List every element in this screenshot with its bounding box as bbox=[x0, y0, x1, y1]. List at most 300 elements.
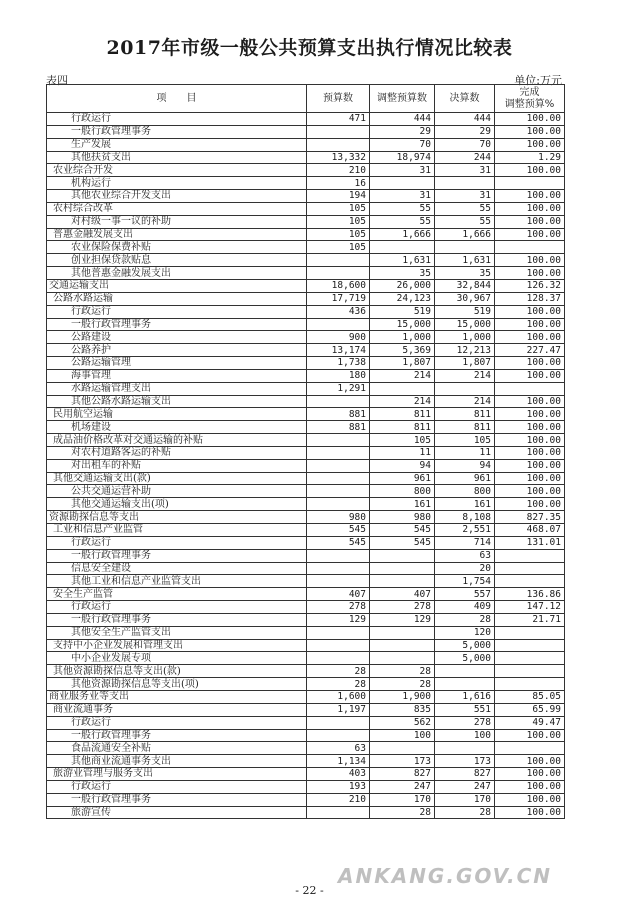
row-budget bbox=[307, 652, 370, 665]
row-final: 170 bbox=[435, 793, 495, 806]
row-item-name: 农业保险保费补贴 bbox=[47, 241, 307, 254]
table-row bbox=[47, 202, 565, 215]
row-adjusted: 129 bbox=[370, 613, 435, 626]
table-row bbox=[47, 549, 565, 562]
row-budget: 1,600 bbox=[307, 690, 370, 703]
row-item-name: 公路水路运输 bbox=[47, 292, 307, 305]
row-adjusted bbox=[370, 177, 435, 190]
row-final bbox=[435, 177, 495, 190]
table-row bbox=[47, 806, 565, 819]
row-item-name: 行政运行 bbox=[47, 716, 307, 729]
row-final: 173 bbox=[435, 755, 495, 768]
row-completion bbox=[495, 549, 565, 562]
row-budget bbox=[307, 254, 370, 267]
header-item: 项 目 bbox=[47, 85, 307, 113]
row-item-name: 机场建设 bbox=[47, 421, 307, 434]
row-adjusted bbox=[370, 241, 435, 254]
row-completion: 1.29 bbox=[495, 151, 565, 164]
row-completion: 100.00 bbox=[495, 190, 565, 203]
row-completion: 100.00 bbox=[495, 446, 565, 459]
table-row bbox=[47, 678, 565, 691]
row-completion bbox=[495, 639, 565, 652]
row-final: 11 bbox=[435, 446, 495, 459]
row-adjusted: 519 bbox=[370, 305, 435, 318]
row-adjusted bbox=[370, 549, 435, 562]
row-budget bbox=[307, 575, 370, 588]
row-adjusted: 1,900 bbox=[370, 690, 435, 703]
row-item-name: 信息安全建设 bbox=[47, 562, 307, 575]
row-item-name: 行政运行 bbox=[47, 536, 307, 549]
page-number: - 22 - bbox=[295, 884, 324, 897]
table-row bbox=[47, 690, 565, 703]
row-budget: 28 bbox=[307, 678, 370, 691]
row-completion bbox=[495, 575, 565, 588]
row-completion: 100.00 bbox=[495, 434, 565, 447]
table-row bbox=[47, 357, 565, 370]
row-budget: 194 bbox=[307, 190, 370, 203]
row-item-name: 其他交通运输支出(项) bbox=[47, 498, 307, 511]
row-final: 70 bbox=[435, 138, 495, 151]
row-completion: 136.86 bbox=[495, 588, 565, 601]
row-item-name: 其他资源勘探信息等支出(款) bbox=[47, 665, 307, 678]
row-adjusted: 170 bbox=[370, 793, 435, 806]
row-final: 8,108 bbox=[435, 511, 495, 524]
table-row bbox=[47, 768, 565, 781]
row-item-name: 行政运行 bbox=[47, 305, 307, 318]
row-final: 55 bbox=[435, 215, 495, 228]
row-item-name: 普惠金融发展支出 bbox=[47, 228, 307, 241]
row-budget: 881 bbox=[307, 421, 370, 434]
row-final: 1,616 bbox=[435, 690, 495, 703]
row-budget bbox=[307, 125, 370, 138]
row-completion: 100.00 bbox=[495, 357, 565, 370]
row-item-name: 其他安全生产监管支出 bbox=[47, 626, 307, 639]
table-row bbox=[47, 434, 565, 447]
row-adjusted: 407 bbox=[370, 588, 435, 601]
row-final: 31 bbox=[435, 190, 495, 203]
row-final bbox=[435, 678, 495, 691]
row-completion: 100.00 bbox=[495, 395, 565, 408]
row-budget: 28 bbox=[307, 665, 370, 678]
row-item-name: 水路运输管理支出 bbox=[47, 382, 307, 395]
row-adjusted bbox=[370, 575, 435, 588]
row-final: 1,631 bbox=[435, 254, 495, 267]
row-budget bbox=[307, 626, 370, 639]
row-item-name: 一般行政管理事务 bbox=[47, 793, 307, 806]
row-final bbox=[435, 742, 495, 755]
table-row bbox=[47, 241, 565, 254]
table-row bbox=[47, 472, 565, 485]
row-item-name: 公路运输管理 bbox=[47, 357, 307, 370]
row-adjusted: 173 bbox=[370, 755, 435, 768]
row-item-name: 一般行政管理事务 bbox=[47, 318, 307, 331]
row-adjusted: 15,000 bbox=[370, 318, 435, 331]
table-row bbox=[47, 536, 565, 549]
row-budget bbox=[307, 267, 370, 280]
row-completion: 126.32 bbox=[495, 279, 565, 292]
table-row bbox=[47, 755, 565, 768]
row-completion bbox=[495, 241, 565, 254]
row-adjusted: 70 bbox=[370, 138, 435, 151]
row-budget: 210 bbox=[307, 164, 370, 177]
row-item-name: 中小企业发展专项 bbox=[47, 652, 307, 665]
row-final: 29 bbox=[435, 125, 495, 138]
row-item-name: 一般行政管理事务 bbox=[47, 729, 307, 742]
row-item-name: 成品油价格改革对交通运输的补贴 bbox=[47, 434, 307, 447]
table-row bbox=[47, 125, 565, 138]
row-budget: 13,332 bbox=[307, 151, 370, 164]
watermark: ANKANG.GOV.CN bbox=[338, 864, 553, 888]
table-row bbox=[47, 215, 565, 228]
row-item-name: 旅游业管理与服务支出 bbox=[47, 768, 307, 781]
row-final: 5,000 bbox=[435, 639, 495, 652]
row-completion: 147.12 bbox=[495, 601, 565, 614]
row-completion: 100.00 bbox=[495, 421, 565, 434]
row-item-name: 生产发展 bbox=[47, 138, 307, 151]
row-budget: 129 bbox=[307, 613, 370, 626]
row-budget bbox=[307, 395, 370, 408]
row-adjusted: 444 bbox=[370, 113, 435, 126]
row-item-name: 支持中小企业发展和管理支出 bbox=[47, 639, 307, 652]
row-adjusted: 31 bbox=[370, 164, 435, 177]
table-row bbox=[47, 267, 565, 280]
table-row bbox=[47, 164, 565, 177]
table-row bbox=[47, 459, 565, 472]
row-adjusted: 278 bbox=[370, 601, 435, 614]
row-final: 32,844 bbox=[435, 279, 495, 292]
row-budget bbox=[307, 498, 370, 511]
table-row bbox=[47, 575, 565, 588]
table-row bbox=[47, 138, 565, 151]
header-budget: 预算数 bbox=[307, 85, 370, 113]
row-budget bbox=[307, 434, 370, 447]
row-adjusted: 28 bbox=[370, 806, 435, 819]
row-final: 94 bbox=[435, 459, 495, 472]
row-completion: 100.00 bbox=[495, 780, 565, 793]
table-row bbox=[47, 524, 565, 537]
table-row bbox=[47, 780, 565, 793]
table-row bbox=[47, 703, 565, 716]
row-item-name: 对农村道路客运的补贴 bbox=[47, 446, 307, 459]
row-completion: 100.00 bbox=[495, 228, 565, 241]
row-final: 811 bbox=[435, 421, 495, 434]
row-budget: 881 bbox=[307, 408, 370, 421]
table-row bbox=[47, 562, 565, 575]
row-budget: 545 bbox=[307, 536, 370, 549]
table-row bbox=[47, 511, 565, 524]
row-adjusted: 1,666 bbox=[370, 228, 435, 241]
table-row bbox=[47, 498, 565, 511]
row-item-name: 安全生产监管 bbox=[47, 588, 307, 601]
row-adjusted: 55 bbox=[370, 202, 435, 215]
row-item-name: 其他工业和信息产业监管支出 bbox=[47, 575, 307, 588]
row-final: 244 bbox=[435, 151, 495, 164]
row-final: 120 bbox=[435, 626, 495, 639]
row-budget: 278 bbox=[307, 601, 370, 614]
row-item-name: 一般行政管理事务 bbox=[47, 125, 307, 138]
table-row bbox=[47, 113, 565, 126]
row-budget: 105 bbox=[307, 215, 370, 228]
table-row bbox=[47, 305, 565, 318]
row-item-name: 农村综合改革 bbox=[47, 202, 307, 215]
row-final: 30,967 bbox=[435, 292, 495, 305]
table-row bbox=[47, 331, 565, 344]
row-adjusted: 161 bbox=[370, 498, 435, 511]
row-completion: 100.00 bbox=[495, 318, 565, 331]
row-final: 161 bbox=[435, 498, 495, 511]
row-item-name: 对出租车的补贴 bbox=[47, 459, 307, 472]
row-completion: 100.00 bbox=[495, 369, 565, 382]
row-item-name: 其他商业流通事务支出 bbox=[47, 755, 307, 768]
row-budget: 210 bbox=[307, 793, 370, 806]
row-adjusted: 55 bbox=[370, 215, 435, 228]
budget-table bbox=[46, 84, 565, 819]
row-budget bbox=[307, 639, 370, 652]
page-title: 2017年市级一般公共预算支出执行情况比较表 bbox=[106, 37, 513, 59]
row-completion bbox=[495, 626, 565, 639]
row-budget bbox=[307, 446, 370, 459]
row-completion: 468.07 bbox=[495, 524, 565, 537]
row-budget: 900 bbox=[307, 331, 370, 344]
row-final: 1,000 bbox=[435, 331, 495, 344]
unit-label: 单位:万元 bbox=[514, 74, 562, 87]
row-budget bbox=[307, 485, 370, 498]
row-item-name: 一般行政管理事务 bbox=[47, 549, 307, 562]
row-budget: 105 bbox=[307, 241, 370, 254]
row-adjusted: 5,369 bbox=[370, 344, 435, 357]
row-final: 63 bbox=[435, 549, 495, 562]
table-row bbox=[47, 742, 565, 755]
row-final: 278 bbox=[435, 716, 495, 729]
row-completion bbox=[495, 665, 565, 678]
row-adjusted: 980 bbox=[370, 511, 435, 524]
row-adjusted bbox=[370, 652, 435, 665]
row-adjusted bbox=[370, 742, 435, 755]
row-completion: 100.00 bbox=[495, 164, 565, 177]
row-budget bbox=[307, 729, 370, 742]
table-row bbox=[47, 665, 565, 678]
table-row bbox=[47, 228, 565, 241]
row-adjusted: 24,123 bbox=[370, 292, 435, 305]
row-adjusted: 1,807 bbox=[370, 357, 435, 370]
row-adjusted: 31 bbox=[370, 190, 435, 203]
row-item-name: 公路建设 bbox=[47, 331, 307, 344]
row-item-name: 创业担保贷款贴息 bbox=[47, 254, 307, 267]
row-completion bbox=[495, 562, 565, 575]
row-final: 811 bbox=[435, 408, 495, 421]
row-completion: 100.00 bbox=[495, 408, 565, 421]
row-budget bbox=[307, 318, 370, 331]
row-adjusted: 961 bbox=[370, 472, 435, 485]
table-row bbox=[47, 626, 565, 639]
row-final: 28 bbox=[435, 613, 495, 626]
row-final: 519 bbox=[435, 305, 495, 318]
row-budget bbox=[307, 138, 370, 151]
table-header-row bbox=[47, 85, 565, 113]
row-final: 20 bbox=[435, 562, 495, 575]
row-item-name: 其他公路水路运输支出 bbox=[47, 395, 307, 408]
row-budget bbox=[307, 806, 370, 819]
row-item-name: 商业服务业等支出 bbox=[47, 690, 307, 703]
row-item-name: 商业流通事务 bbox=[47, 703, 307, 716]
row-final: 214 bbox=[435, 369, 495, 382]
row-budget: 16 bbox=[307, 177, 370, 190]
row-item-name: 公路养护 bbox=[47, 344, 307, 357]
row-final: 827 bbox=[435, 768, 495, 781]
row-budget: 63 bbox=[307, 742, 370, 755]
row-final: 551 bbox=[435, 703, 495, 716]
row-final: 105 bbox=[435, 434, 495, 447]
row-item-name: 其他普惠金融发展支出 bbox=[47, 267, 307, 280]
row-budget: 180 bbox=[307, 369, 370, 382]
table-row bbox=[47, 254, 565, 267]
row-budget: 545 bbox=[307, 524, 370, 537]
row-adjusted: 811 bbox=[370, 408, 435, 421]
row-completion bbox=[495, 742, 565, 755]
table-row bbox=[47, 395, 565, 408]
row-adjusted: 1,000 bbox=[370, 331, 435, 344]
table-row bbox=[47, 446, 565, 459]
table-row bbox=[47, 369, 565, 382]
row-budget: 980 bbox=[307, 511, 370, 524]
row-adjusted bbox=[370, 626, 435, 639]
row-budget: 193 bbox=[307, 780, 370, 793]
row-final: 409 bbox=[435, 601, 495, 614]
row-completion: 100.00 bbox=[495, 459, 565, 472]
row-budget: 403 bbox=[307, 768, 370, 781]
row-final: 444 bbox=[435, 113, 495, 126]
header-completion: 完成 调整预算% bbox=[495, 85, 565, 113]
row-completion: 827.35 bbox=[495, 511, 565, 524]
row-item-name: 民用航空运输 bbox=[47, 408, 307, 421]
row-item-name: 一般行政管理事务 bbox=[47, 613, 307, 626]
row-budget: 407 bbox=[307, 588, 370, 601]
row-completion: 100.00 bbox=[495, 202, 565, 215]
row-final bbox=[435, 382, 495, 395]
row-final: 557 bbox=[435, 588, 495, 601]
row-item-name: 海事管理 bbox=[47, 369, 307, 382]
row-completion: 100.00 bbox=[495, 806, 565, 819]
row-adjusted: 28 bbox=[370, 678, 435, 691]
row-adjusted: 545 bbox=[370, 524, 435, 537]
table-row bbox=[47, 318, 565, 331]
row-completion bbox=[495, 382, 565, 395]
row-final: 100 bbox=[435, 729, 495, 742]
row-completion: 100.00 bbox=[495, 793, 565, 806]
row-final bbox=[435, 665, 495, 678]
row-budget: 17,719 bbox=[307, 292, 370, 305]
row-completion bbox=[495, 652, 565, 665]
row-completion: 100.00 bbox=[495, 305, 565, 318]
row-item-name: 食品流通安全补贴 bbox=[47, 742, 307, 755]
row-adjusted: 35 bbox=[370, 267, 435, 280]
row-final: 5,000 bbox=[435, 652, 495, 665]
row-final: 247 bbox=[435, 780, 495, 793]
row-completion bbox=[495, 177, 565, 190]
row-final: 12,213 bbox=[435, 344, 495, 357]
row-adjusted: 1,631 bbox=[370, 254, 435, 267]
row-final: 2,551 bbox=[435, 524, 495, 537]
table-row bbox=[47, 177, 565, 190]
header-adjusted: 调整预算数 bbox=[370, 85, 435, 113]
table-row bbox=[47, 292, 565, 305]
row-completion: 85.05 bbox=[495, 690, 565, 703]
row-completion: 100.00 bbox=[495, 472, 565, 485]
row-adjusted: 214 bbox=[370, 369, 435, 382]
row-completion: 21.71 bbox=[495, 613, 565, 626]
row-completion: 128.37 bbox=[495, 292, 565, 305]
row-budget: 1,134 bbox=[307, 755, 370, 768]
table-row bbox=[47, 716, 565, 729]
row-adjusted: 545 bbox=[370, 536, 435, 549]
row-final: 28 bbox=[435, 806, 495, 819]
row-final: 35 bbox=[435, 267, 495, 280]
row-budget bbox=[307, 459, 370, 472]
row-final: 55 bbox=[435, 202, 495, 215]
table-row bbox=[47, 613, 565, 626]
row-adjusted: 94 bbox=[370, 459, 435, 472]
row-final: 1,807 bbox=[435, 357, 495, 370]
row-adjusted bbox=[370, 639, 435, 652]
row-item-name: 其他资源勘探信息等支出(项) bbox=[47, 678, 307, 691]
row-budget: 1,197 bbox=[307, 703, 370, 716]
row-budget bbox=[307, 472, 370, 485]
row-completion: 100.00 bbox=[495, 331, 565, 344]
row-final: 1,754 bbox=[435, 575, 495, 588]
row-completion: 100.00 bbox=[495, 267, 565, 280]
row-completion bbox=[495, 678, 565, 691]
row-final: 714 bbox=[435, 536, 495, 549]
row-item-name: 行政运行 bbox=[47, 601, 307, 614]
row-adjusted: 26,000 bbox=[370, 279, 435, 292]
row-adjusted: 214 bbox=[370, 395, 435, 408]
table-row bbox=[47, 588, 565, 601]
row-item-name: 交通运输支出 bbox=[47, 279, 307, 292]
row-final: 31 bbox=[435, 164, 495, 177]
row-completion: 100.00 bbox=[495, 768, 565, 781]
row-budget: 1,738 bbox=[307, 357, 370, 370]
table-row bbox=[47, 485, 565, 498]
row-item-name: 对村级一事一议的补助 bbox=[47, 215, 307, 228]
row-completion: 65.99 bbox=[495, 703, 565, 716]
row-adjusted bbox=[370, 562, 435, 575]
row-adjusted: 18,974 bbox=[370, 151, 435, 164]
row-item-name: 行政运行 bbox=[47, 780, 307, 793]
header-final: 决算数 bbox=[435, 85, 495, 113]
table-row bbox=[47, 421, 565, 434]
table-row bbox=[47, 601, 565, 614]
table-row bbox=[47, 793, 565, 806]
row-completion: 100.00 bbox=[495, 755, 565, 768]
row-item-name: 农业综合开发 bbox=[47, 164, 307, 177]
table-row bbox=[47, 190, 565, 203]
row-final: 961 bbox=[435, 472, 495, 485]
row-final: 800 bbox=[435, 485, 495, 498]
row-item-name: 机构运行 bbox=[47, 177, 307, 190]
table-row bbox=[47, 652, 565, 665]
row-adjusted: 800 bbox=[370, 485, 435, 498]
row-budget bbox=[307, 562, 370, 575]
row-adjusted: 811 bbox=[370, 421, 435, 434]
row-budget: 436 bbox=[307, 305, 370, 318]
row-adjusted: 29 bbox=[370, 125, 435, 138]
row-completion: 227.47 bbox=[495, 344, 565, 357]
row-adjusted: 247 bbox=[370, 780, 435, 793]
row-item-name: 公共交通运营补助 bbox=[47, 485, 307, 498]
row-completion: 100.00 bbox=[495, 485, 565, 498]
row-final: 214 bbox=[435, 395, 495, 408]
row-item-name: 其他交通运输支出(款) bbox=[47, 472, 307, 485]
